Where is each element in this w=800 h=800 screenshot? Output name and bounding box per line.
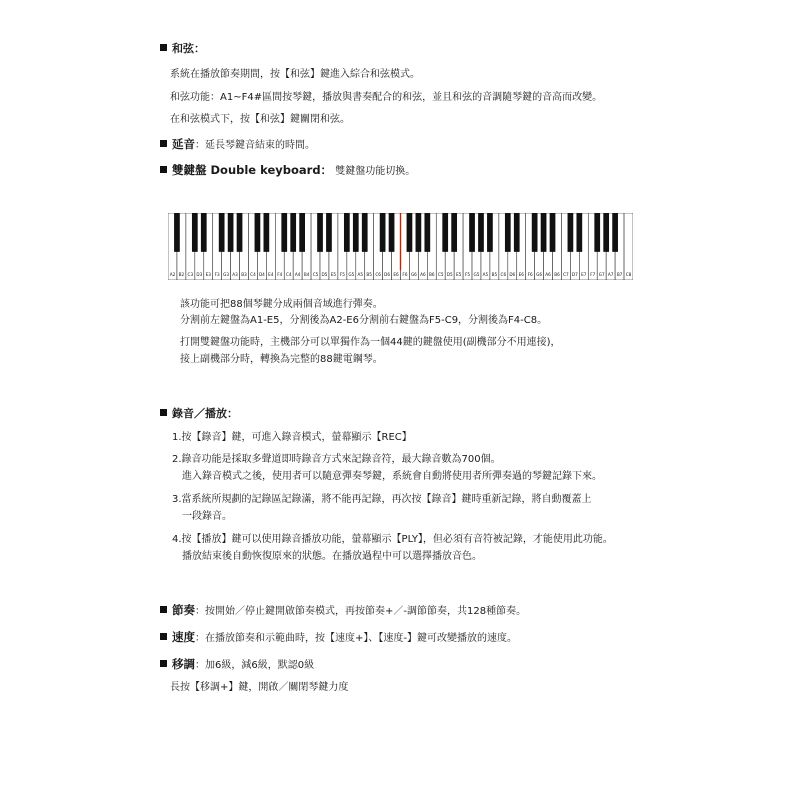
bullet-icon xyxy=(160,44,167,51)
transpose-text: ：加6級，減6級，默認0級 xyxy=(195,660,315,671)
key-label: A7 xyxy=(607,272,614,277)
key-label: C8 xyxy=(625,272,632,277)
black-key xyxy=(424,213,430,252)
key-label: G6 xyxy=(536,272,543,277)
key-label: G5 xyxy=(473,272,480,277)
tempo-label: 速度 xyxy=(172,630,195,644)
key-label: D5 xyxy=(446,272,453,277)
chord-line-3: 在和弦模式下，按【和弦】鍵關閉和弦。 xyxy=(170,114,350,125)
black-key xyxy=(174,213,180,252)
key-label: B5 xyxy=(491,272,498,277)
key-label: D6 xyxy=(509,272,516,277)
black-key xyxy=(380,213,386,252)
black-key xyxy=(290,213,296,252)
chord-heading-text: 和弦： xyxy=(172,42,205,55)
black-key xyxy=(362,213,368,252)
key-label: B7 xyxy=(616,272,623,277)
dual-label: 雙鍵盤 Double keyboard： xyxy=(172,163,333,177)
key-label: A2 xyxy=(169,272,176,277)
black-key xyxy=(478,213,484,252)
key-label: C5 xyxy=(312,272,319,277)
record-line-1: 1.按【錄音】鍵，可進入錄音模式，螢幕顯示【REC】 xyxy=(172,432,412,443)
record-line-4: 3.當系統所規劃的記錄區記錄滿，將不能再記錄，再次按【錄音】鍵時重新記錄，將自動覆蓋上 xyxy=(172,494,592,505)
key-label: B5 xyxy=(366,272,372,277)
bullet-icon xyxy=(160,166,167,173)
key-label: C6 xyxy=(375,272,381,277)
key-label: E4 xyxy=(268,272,274,277)
black-key xyxy=(264,213,270,252)
key-label: C4 xyxy=(250,272,256,277)
black-key xyxy=(219,213,225,252)
key-label: C6 xyxy=(500,272,507,277)
black-key xyxy=(550,213,556,252)
key-label: B3 xyxy=(241,272,247,277)
black-key xyxy=(576,213,582,252)
sustain-row xyxy=(160,136,315,152)
black-key xyxy=(201,213,207,252)
rhythm-label: 節奏 xyxy=(172,603,195,617)
key-label: D7 xyxy=(571,272,578,277)
key-label: D4 xyxy=(258,272,265,277)
key-label: A5 xyxy=(482,272,489,277)
record-line-6: 4.按【播放】鍵可以使用錄音播放功能，螢幕顯示【PLY】，但必須有音符被記錄，才能使用此功能。 xyxy=(172,534,613,545)
transpose-row xyxy=(160,656,314,672)
black-key xyxy=(299,213,305,252)
key-label: F5 xyxy=(465,272,471,277)
piano-keyboard-svg xyxy=(168,213,633,280)
key-label: C5 xyxy=(437,272,444,277)
record-line-3: 進入錄音模式之後，使用者可以隨意彈奏琴鍵，系統會自動將使用者所彈奏過的琴鍵記錄下來。 xyxy=(182,471,602,482)
black-key xyxy=(505,213,511,252)
black-key xyxy=(442,213,448,252)
black-key xyxy=(389,213,395,252)
black-key xyxy=(317,213,323,252)
key-label: E7 xyxy=(581,272,587,277)
record-line-5: 一段錄音。 xyxy=(182,511,232,522)
rhythm-text: ：按開始／停止鍵開啟節奏模式，再按節奏+／-調節節奏，共128種節奏。 xyxy=(195,606,527,617)
key-label: B6 xyxy=(554,272,560,277)
chord-line-2: 和弦功能：A1~F4#區間按琴鍵，播放與書奏配合的和弦，並且和弦的音調隨琴鍵的音高而改變。 xyxy=(170,92,603,103)
black-key xyxy=(469,213,475,252)
black-key xyxy=(603,213,609,252)
black-key xyxy=(541,213,547,252)
key-label: C4 xyxy=(285,272,292,277)
black-key xyxy=(532,213,538,252)
sustain-label: 延音 xyxy=(172,137,195,151)
key-label: C7 xyxy=(563,272,569,277)
key-label: G3 xyxy=(223,272,230,277)
key-label: G6 xyxy=(410,272,417,277)
black-key xyxy=(594,213,600,252)
key-label: E6 xyxy=(518,272,524,277)
black-key xyxy=(326,213,332,252)
chord-line-1: 系統在播放節奏期間，按【和弦】鍵進入綜合和弦模式。 xyxy=(170,69,420,80)
black-key xyxy=(487,213,493,252)
record-heading-text: 錄音／播放： xyxy=(172,407,238,420)
record-line-2: 2.錄音功能是採取多聲道即時錄音方式來記錄音符，最大錄音數為700個。 xyxy=(172,454,501,465)
key-label: A6 xyxy=(545,272,551,277)
record-heading xyxy=(160,405,238,421)
piano-keyboard xyxy=(168,213,633,280)
key-label: C3 xyxy=(187,272,194,277)
key-label: B4 xyxy=(303,272,310,277)
black-key xyxy=(228,213,234,252)
transpose-line-2: 長按【移調+】鍵，開啟／關閉琴鍵力度 xyxy=(170,682,349,693)
bullet-icon xyxy=(160,606,167,613)
key-label: F4 xyxy=(277,272,283,277)
key-label: F6 xyxy=(527,272,533,277)
black-key xyxy=(416,213,422,252)
black-key xyxy=(344,213,350,252)
key-label: D5 xyxy=(321,272,328,277)
black-key xyxy=(568,213,574,252)
black-key xyxy=(353,213,359,252)
bullet-icon xyxy=(160,633,167,640)
key-label: B6 xyxy=(429,272,435,277)
black-key xyxy=(281,213,287,252)
chord-heading xyxy=(160,40,205,56)
black-key xyxy=(255,213,261,252)
key-label: G7 xyxy=(598,272,605,277)
key-label: E6 xyxy=(393,272,399,277)
key-label: E5 xyxy=(330,272,337,277)
dual-desc-1: 該功能可把88個琴鍵分成兩個音域進行彈奏。 xyxy=(180,299,383,310)
key-label: A5 xyxy=(357,272,364,277)
dual-text: 雙鍵盤功能切換。 xyxy=(335,166,416,177)
rhythm-row xyxy=(160,602,526,618)
black-key xyxy=(451,213,457,252)
bullet-icon xyxy=(160,409,167,416)
black-key xyxy=(237,213,243,252)
black-key xyxy=(407,213,413,252)
black-key xyxy=(612,213,618,252)
key-label: F7 xyxy=(590,272,596,277)
bullet-icon xyxy=(160,140,167,147)
key-label: A6 xyxy=(420,272,426,277)
key-label: D3 xyxy=(196,272,203,277)
tempo-text: ：在播放節奏和示範曲時，按【速度+】、【速度-】鍵可改變播放的速度。 xyxy=(195,633,517,644)
key-label: F3 xyxy=(214,272,220,277)
sustain-text: ：延長琴鍵音結束的時間。 xyxy=(195,140,315,151)
key-label: E3 xyxy=(205,272,211,277)
dual-desc-3: 打開雙鍵盤功能時，主機部分可以單獨作為一個44鍵的鍵盤使用(副機部分不用連接)， xyxy=(180,337,561,348)
key-label: F5 xyxy=(339,272,345,277)
key-label: A4 xyxy=(294,272,301,277)
key-label: E5 xyxy=(455,272,462,277)
dual-desc-2: 分割前左鍵盤為A1-E5，分割後為A2-E6分割前右鍵盤為F5-C9，分割後為F4-C8。 xyxy=(180,315,548,326)
key-label: B2 xyxy=(178,272,185,277)
bullet-icon xyxy=(160,660,167,667)
record-line-7: 播放結束後自動恢復原來的狀態。在播放過程中可以選擇播放音色。 xyxy=(182,551,482,562)
transpose-label: 移調 xyxy=(172,657,195,671)
key-label: G5 xyxy=(348,272,355,277)
dual-desc-4: 接上副機部分時，轉換為完整的88鍵電鋼琴。 xyxy=(180,354,383,365)
black-key xyxy=(514,213,520,252)
white-key xyxy=(624,213,633,280)
key-label: F6 xyxy=(402,272,408,277)
tempo-row xyxy=(160,629,517,645)
key-label: A3 xyxy=(232,272,238,277)
black-key xyxy=(192,213,198,252)
dual-row xyxy=(160,162,415,178)
key-label: D6 xyxy=(384,272,391,277)
